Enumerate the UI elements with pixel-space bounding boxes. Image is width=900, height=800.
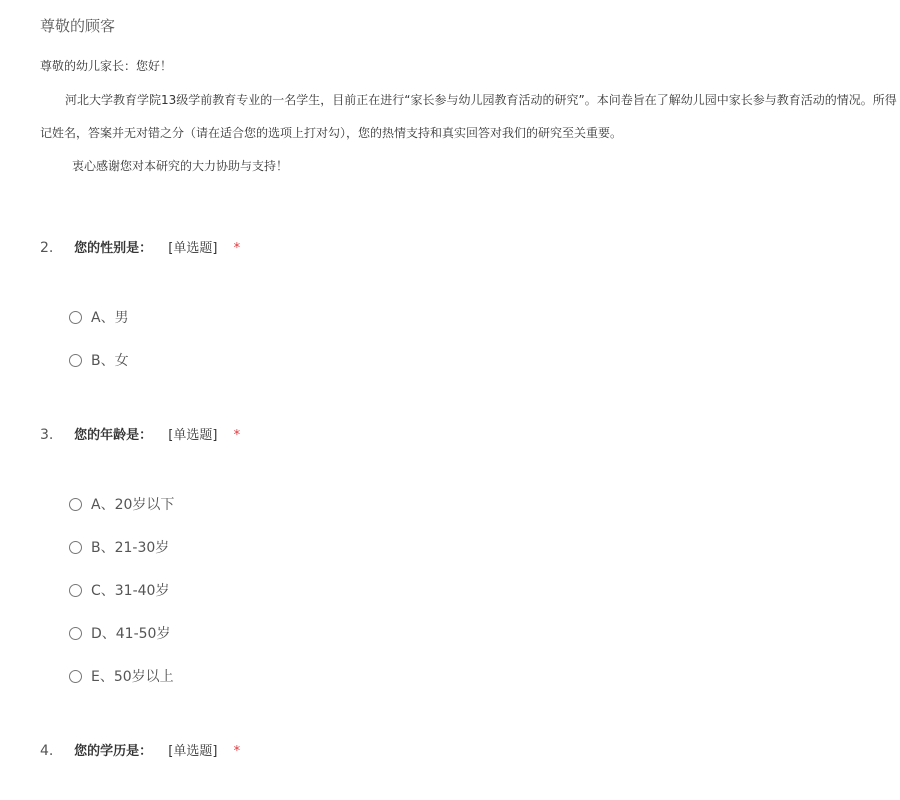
radio-button-icon[interactable]	[69, 670, 82, 683]
intro-salutation: 尊敬的幼儿家长：您好！	[40, 59, 173, 73]
option-age-41-50[interactable]	[69, 623, 170, 643]
question-2-header	[40, 237, 240, 256]
option-label: B、女	[91, 353, 129, 369]
question-number: 4.	[40, 743, 54, 759]
intro-paragraph: 河北大学教育学院13级学前教育专业的一名学生，目前正在进行“家长参与幼儿园教育活动的研究”。本问卷旨在了解幼儿园中家长参与教育活动的情况。所得	[65, 93, 897, 107]
radio-button-icon[interactable]	[69, 541, 82, 554]
option-label: B、21-30岁	[91, 540, 170, 556]
required-asterisk: *	[233, 744, 241, 759]
question-number: 2.	[40, 240, 54, 256]
radio-button-icon[interactable]	[69, 627, 82, 640]
intro-paragraph-continued: 记姓名，答案并无对错之分（请在适合您的选项上打对勾），您的热情支持和真实回答对我们的研究至关重要。	[40, 126, 623, 140]
question-title: 您的性别是：	[74, 241, 153, 256]
required-asterisk: *	[233, 428, 241, 443]
option-label: A、男	[91, 310, 129, 326]
question-4-header	[40, 740, 240, 759]
question-type-label: [单选题]	[168, 428, 218, 443]
option-age-31-40[interactable]	[69, 580, 169, 600]
question-number: 3.	[40, 427, 54, 443]
option-female[interactable]	[69, 350, 129, 370]
option-age-21-30[interactable]	[69, 537, 169, 557]
page-title: 尊敬的顾客	[40, 17, 116, 35]
option-male[interactable]	[69, 307, 129, 327]
option-age-under-20[interactable]	[69, 494, 174, 514]
radio-button-icon[interactable]	[69, 584, 82, 597]
option-label: C、31-40岁	[91, 583, 170, 599]
option-label: D、41-50岁	[91, 626, 171, 642]
radio-button-icon[interactable]	[69, 354, 82, 367]
intro-thanks: 衷心感谢您对本研究的大力协助与支持！	[72, 159, 289, 173]
radio-button-icon[interactable]	[69, 498, 82, 511]
question-3-header	[40, 424, 240, 443]
question-type-label: [单选题]	[168, 744, 218, 759]
question-type-label: [单选题]	[168, 241, 218, 256]
radio-button-icon[interactable]	[69, 311, 82, 324]
option-age-over-50[interactable]	[69, 666, 174, 686]
question-title: 您的学历是：	[74, 744, 153, 759]
required-asterisk: *	[233, 241, 241, 256]
option-label: A、20岁以下	[91, 497, 175, 513]
option-label: E、50岁以上	[91, 669, 174, 685]
question-title: 您的年龄是：	[74, 428, 153, 443]
